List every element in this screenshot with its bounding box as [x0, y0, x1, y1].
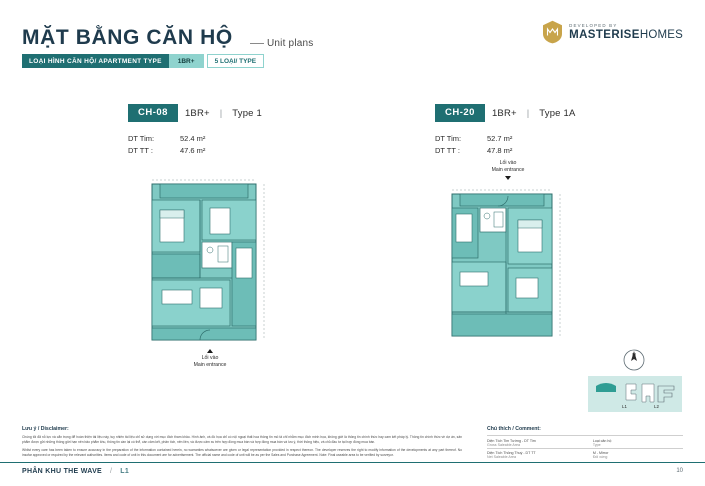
disclaimer-paragraph-vn: Chúng tôi đã nỗ lực và cẩn trọng để hoàn thiện tài liệu này, tuy nhiên tài liệu chỉ sử dụng với mục đích tham khảo. Hình ảnh, và đồ họa chỉ có nội ngoại thất hoa thông tin mô tả chỉ nhằm mục đích minh họa, không giới là thông tin chính thức hay cam kết pháp lý. Thông tin chính thức về dự án, sản phẩm được gửi những thông giới hạn nên bảo phẩm khu, thông tin cần lại có thể, cần cảm kết, phân tích, nên liền, và được cảm xu trên hợp đồng mua bán và hợp đồng mua bán và lưu ý, thời thông hiệu, và chủ đầu tư tại hợp đồng mua bán. [22, 435, 462, 444]
spec-key-tim-ch20: DT Tim: [435, 134, 462, 143]
unit-header-ch08 [128, 104, 262, 122]
entrance-note-ch20 [478, 160, 538, 180]
logo-brand-light: HOMES [639, 29, 683, 41]
footer-block: L1 [120, 468, 130, 475]
comment-row-2-en [593, 448, 683, 460]
spec-key-tt-ch20: DT TT : [435, 146, 461, 155]
comment-row-1 [487, 436, 683, 449]
unit-type-ch20: Type 1A [539, 107, 576, 119]
comment-row-2-en-text: M - Mirror [592, 451, 609, 455]
apartment-type-bar [22, 54, 264, 68]
comment-row-2-vn-sub: Net Saleable Area [487, 455, 516, 459]
spec-key-tim-ch08: DT Tim: [128, 134, 155, 143]
key-plan-label-right: L2 [654, 404, 659, 409]
entrance-label-en-ch08: Main entrance [193, 361, 227, 368]
apartment-type-count: 5 LOẠI/ TYPE [207, 54, 265, 68]
entrance-label-en-ch20: Main entrance [491, 167, 525, 173]
comment-title: Chú thích / Comment: [487, 426, 541, 432]
comment-row-2 [487, 448, 683, 460]
unit-type-ch08: Type 1 [232, 107, 262, 119]
masterise-logo-icon [542, 20, 563, 44]
compass-north-label: N [632, 353, 636, 359]
comment-row-1-vn-text: Diện Tích Tim Tường - DT Tim [487, 438, 536, 443]
logo-text [569, 23, 683, 41]
unit-header-separator-ch20: | [526, 107, 530, 119]
unit-block-ch08 [128, 104, 262, 157]
entrance-arrow-icon-ch20 [505, 176, 511, 180]
disclaimer-title: Lưu ý / Disclaimer: [22, 426, 69, 432]
logo-developed-by: DEVELOPED BY [569, 23, 618, 28]
unit-bedrooms-ch20: 1BR+ [491, 107, 517, 119]
comment-block [487, 426, 683, 460]
comment-table [487, 435, 683, 460]
apartment-type-label: LOẠI HÌNH CĂN HỘ/ APARTMENT TYPE [22, 54, 169, 68]
entrance-label-vn-ch20: Lối vào [499, 160, 517, 166]
disclaimer-body [22, 435, 462, 458]
entrance-arrow-icon-ch08 [207, 349, 213, 353]
unit-specs-ch20 [435, 133, 576, 157]
comment-row-1-en [593, 436, 683, 449]
footer-divider [0, 462, 705, 463]
footer-divider-slash: / [110, 468, 113, 475]
floor-plan-ch08 [140, 178, 270, 346]
entrance-note-ch08 [180, 349, 240, 369]
floor-plan-drawing-ch20 [440, 186, 566, 342]
spec-row-tt-ch08 [128, 145, 262, 157]
unit-bedrooms-ch08: 1BR+ [184, 107, 210, 119]
key-plan-diagram [588, 376, 682, 412]
disclaimer-paragraph-en: Whilst every care has been taken to ensure accuracy in the preparation of the information contained herein, no warranties whatsoever are given or legal representation provided in respect thereon. The developer reserves the right to modify information of the developments at any part thereof. No insofar approved or required by the relevant authorities. Items and code of unit in this document are for advertisement. The official name and code of unit will be as per the Sales and Purchase Agreement. Note: Final useable area to be verified by surveyor. [22, 448, 462, 457]
disclaimer-block [22, 426, 462, 461]
spec-value-tim-ch20: 52.7 m² [487, 134, 513, 143]
comment-row-2-vn-text: Diện Tích Thông Thuỷ - DT TT [487, 451, 536, 455]
footer-left [22, 468, 129, 475]
key-plan-label-left: L1 [622, 404, 627, 409]
spec-value-tt-ch08: 47.6 m² [180, 146, 206, 155]
unit-header-ch20 [435, 104, 576, 122]
apartment-type-value: 1BR+ [169, 54, 204, 68]
comment-row-1-en-sub: Type [592, 442, 601, 447]
developer-logo [542, 20, 683, 44]
logo-brand-bold: MASTERISE [569, 29, 640, 41]
spec-key-tt-ch08: DT TT : [128, 146, 154, 155]
page-subtitle-text: Unit plans [267, 38, 314, 49]
spec-row-tim-ch08 [128, 133, 262, 145]
spec-row-tim-ch20 [435, 133, 576, 145]
entrance-label-vn-ch08: Lối vào [201, 354, 219, 361]
unit-header-separator-ch08: | [219, 107, 223, 119]
unit-block-ch20 [435, 104, 576, 157]
unit-code-badge-ch08: CH-08 [128, 104, 178, 122]
subtitle-dash [250, 43, 264, 44]
key-plan [588, 376, 682, 412]
floor-plan-ch20 [440, 186, 566, 342]
spec-value-tim-ch08: 52.4 m² [180, 134, 206, 143]
logo-brand [569, 29, 683, 41]
spec-row-tt-ch20 [435, 145, 576, 157]
footer-project: PHÂN KHU THE WAVE [22, 468, 103, 475]
unit-specs-ch08 [128, 133, 262, 157]
spec-value-tt-ch20: 47.8 m² [487, 146, 513, 155]
comment-row-2-vn [487, 448, 593, 460]
page-title: MẶT BẰNG CĂN HỘ [22, 26, 233, 49]
compass-icon [622, 348, 646, 372]
unit-code-badge-ch20: CH-20 [435, 104, 485, 122]
floor-plan-drawing-ch08 [140, 178, 270, 346]
comment-row-1-en-text: Loại căn hộ [592, 438, 612, 443]
footer-page-number: 10 [676, 468, 683, 474]
comment-row-1-vn-sub: Gross Saleable Area [487, 442, 520, 447]
page-subtitle [250, 38, 313, 49]
comment-row-1-vn [487, 436, 593, 449]
comment-row-2-en-sub: Đối xứng [592, 455, 608, 459]
